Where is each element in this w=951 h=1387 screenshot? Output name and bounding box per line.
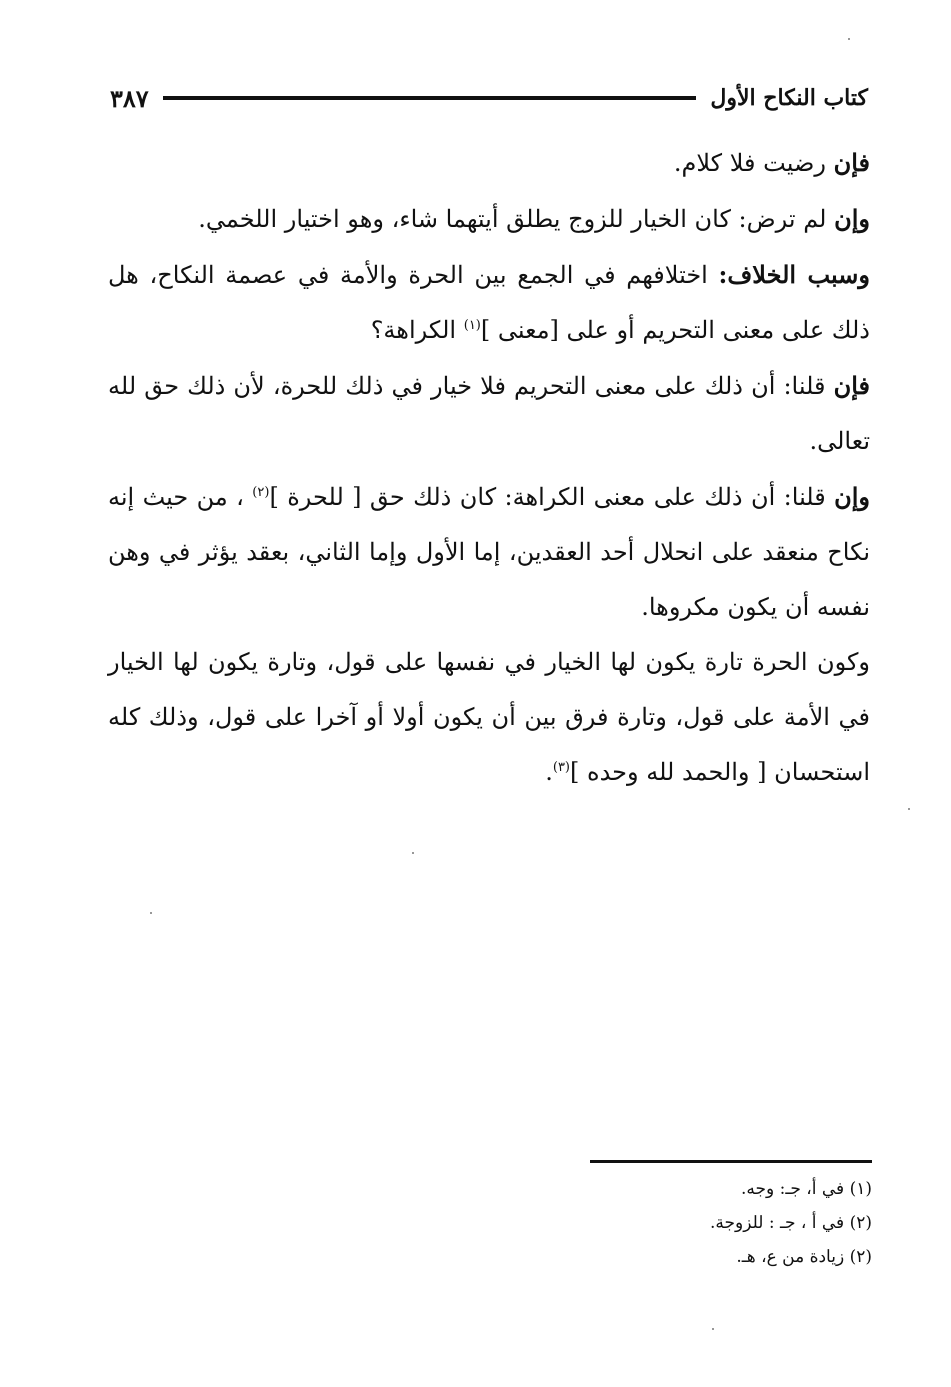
footnote-item: (٢) زيادة من ع، هـ.: [736, 1247, 872, 1267]
paragraph-text: قلنا: أن ذلك على معنى الكراهة: كان ذلك حق [ للحرة ]: [269, 483, 835, 511]
footnote-item: (١) في أ، جـ: وجه.: [741, 1179, 872, 1199]
paragraph: [108, 469, 870, 635]
running-header: [110, 78, 868, 118]
paragraph-lead: فإن: [833, 148, 870, 177]
footnote-ref[interactable]: (٢): [252, 485, 270, 500]
paragraph-text-continued: ، من حيث إنه نكاح منعقد على انحلال أحد العقدين، إما الأول وإما الثاني، بعقد يؤثر في وهن نفسه أن يكون مكروها.: [108, 483, 870, 621]
paragraph-text: رضيت فلا كلام.: [673, 149, 834, 177]
paragraph: [108, 135, 870, 191]
paragraph: [108, 191, 870, 247]
scan-speck: [908, 808, 910, 810]
paragraph: [108, 635, 870, 800]
footnote-ref[interactable]: (٣): [552, 760, 570, 775]
footnote-item: (٢) في أ ، جـ : للزوجة.: [710, 1213, 872, 1233]
footnotes: [500, 1172, 872, 1274]
paragraph-lead: وإن: [834, 204, 870, 233]
footnote-separator: [590, 1160, 872, 1163]
page-number: ٣٨٧: [110, 83, 149, 113]
paragraph: [108, 247, 870, 358]
paragraph-text-continued: .: [545, 758, 553, 786]
footnote-ref[interactable]: (١): [463, 318, 481, 333]
scan-speck: [712, 1328, 714, 1330]
paragraph-text-continued: الكراهة؟: [370, 316, 464, 344]
paragraph-text: وكون الحرة تارة يكون لها الخيار في نفسها على قول، وتارة يكون لها الخيار في الأمة على قول، وتارة فرق بين أن يكون أولا أو آخرا على قول، وذلك كله استحسان [ والحمد لله وحده ]: [108, 648, 870, 786]
paragraph: [108, 358, 870, 469]
paragraph-text: لم ترض: كان الخيار للزوج يطلق أيتهما شاء، وهو اختيار اللخمي.: [198, 205, 835, 233]
paragraph-lead: وسبب الخلاف:: [718, 260, 870, 289]
body-text: [108, 135, 870, 800]
scan-speck: [150, 912, 152, 914]
paragraph-lead: فإن: [833, 371, 871, 400]
scan-speck: [848, 38, 850, 40]
paragraph-text: اختلافهم في الجمع بين الحرة والأمة في عصمة النكاح، هل ذلك على معنى التحريم أو على [معنى ]: [108, 261, 870, 344]
header-rule: [163, 96, 697, 100]
paragraph-lead: وإن: [834, 482, 871, 511]
chapter-title: كتاب النكاح الأول: [710, 85, 868, 111]
scan-speck: [412, 852, 414, 854]
paragraph-text: قلنا: أن ذلك على معنى التحريم فلا خيار في ذلك للحرة، لأن ذلك حق لله تعالى.: [108, 372, 870, 455]
